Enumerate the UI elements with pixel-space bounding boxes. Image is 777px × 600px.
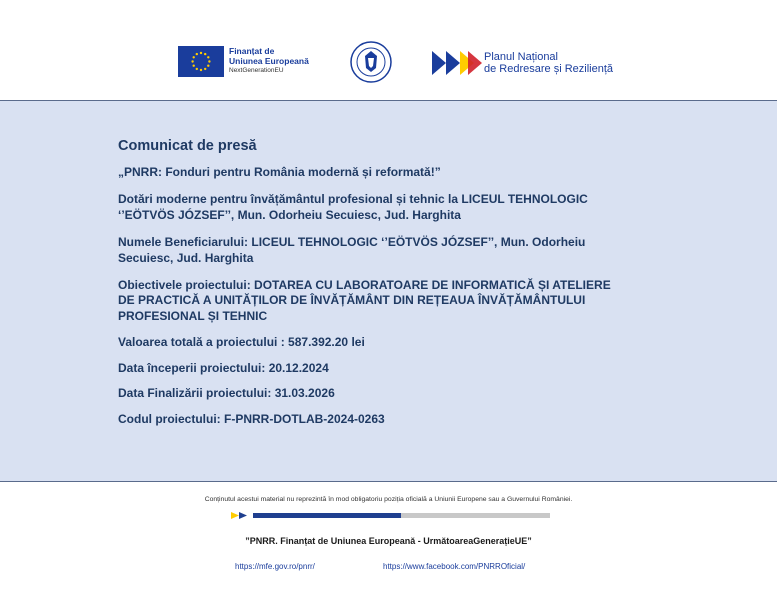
objectives-line2: DE PRACTICĂ A UNITĂȚILOR DE ÎNVĂȚĂMÂNT DIN REȚEAUA ÎNVĂȚĂMÂNTULUI — [118, 293, 586, 307]
pnrr-arrows-icon — [432, 49, 482, 77]
header — [0, 0, 777, 100]
total-value: Valoarea totală a proiectului : 587.392.20 lei — [118, 335, 365, 349]
communique-title: Comunicat de presă — [118, 138, 257, 154]
footer-disclaimer: Conținutul acestui material nu reprezintă în mod obligatoriu poziția oficială a Uniunii Europene sau a Guvernului României. — [204, 496, 573, 503]
communique-slogan: „PNRR: Fonduri pentru România modernă și reformată!” — [118, 165, 441, 179]
project-code: Codul proiectului: F-PNRR-DOTLAB-2024-0263 — [118, 412, 385, 426]
pnrr-logo-line2: de Redresare și Reziliență — [484, 63, 614, 75]
objectives-line3: PROFESIONAL ȘI TEHNIC — [118, 309, 268, 323]
end-date: Data Finalizării proiectului: 31.03.2026 — [118, 386, 335, 400]
eu-logo-line1: Finanțat de — [229, 46, 275, 56]
romanian-government-seal-icon — [350, 41, 392, 83]
facebook-pnrr-link[interactable]: https://www.facebook.com/PNRROficial/ — [383, 562, 526, 571]
pnrr-arrow-icon — [229, 511, 253, 520]
footer-progress-bar — [229, 511, 550, 519]
footer-slogan: ”PNRR. Finanțat de Uniunea Europeană - UrmătoareaGenerațieUE” — [245, 536, 532, 546]
pnrr-logo — [432, 49, 613, 77]
eu-logo-line3: NextGenerationEU — [229, 67, 284, 74]
beneficiary-line2: Secuiesc, Jud. Harghita — [118, 251, 254, 265]
project-title-line1: Dotări moderne pentru învățământul profesional și tehnic la LICEUL TEHNOLOGIC — [118, 192, 588, 206]
objectives-line1: Obiectivele proiectului: DOTAREA CU LABORATOARE DE INFORMATICĂ ȘI ATELIERE — [118, 278, 611, 292]
start-date: Data începerii proiectului: 20.12.2024 — [118, 361, 329, 375]
mfe-pnrr-link[interactable]: https://mfe.gov.ro/pnrr/ — [235, 562, 315, 571]
project-title-line2: ‘’EÖTVÖS JÓZSEF’’, Mun. Odorheiu Secuiesc, Jud. Harghita — [118, 208, 461, 222]
eu-logo-line2: Uniunea Europeană — [229, 56, 309, 66]
pnrr-logo-line1: Planul Național — [484, 51, 558, 63]
progress-fill — [251, 513, 401, 518]
eu-flag-icon — [178, 46, 224, 77]
beneficiary-line1: Numele Beneficiarului: LICEUL TEHNOLOGIC ‘’EÖTVÖS JÓZSEF’’, Mun. Odorheiu — [118, 235, 586, 249]
eu-funding-logo — [178, 46, 309, 77]
